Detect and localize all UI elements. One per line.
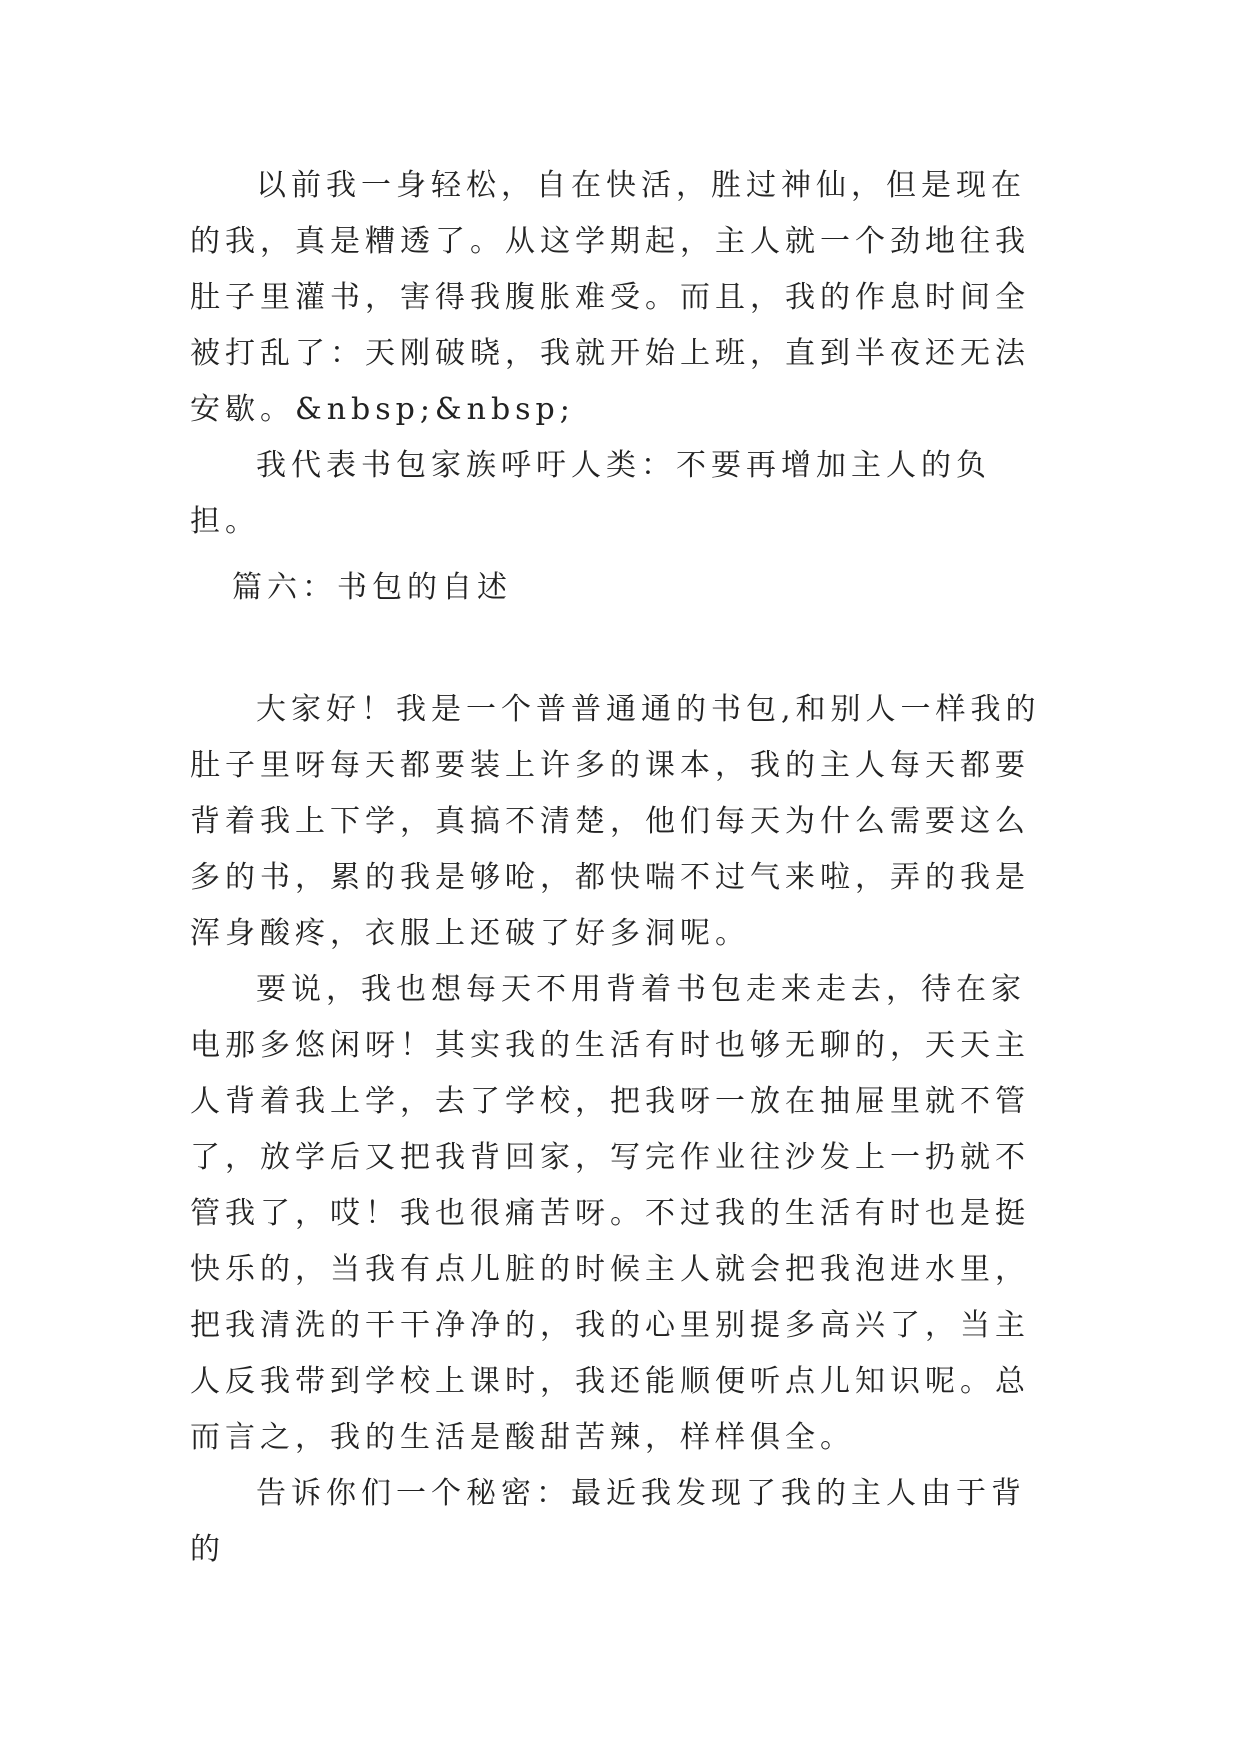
- paragraph-3: 大家好！我是一个普普通通的书包,和别人一样我的肚子里呀每天都要装上许多的课本，我的主人每天都要背着我上下学，真搞不清楚，他们每天为什么需要这么多的书，累的我是够呛，都快喘不过气来啦，弄的我是浑身酸疼，衣服上还破了好多洞呢。: [190, 692, 1041, 951]
- text-block-section-six: [190, 682, 1050, 1578]
- text-block-appeal: [190, 438, 1050, 550]
- paragraph-1: 以前我一身轻松，自在快活，胜过神仙，但是现在的我，真是糟透了。从这学期起，主人就一个劲地往我肚子里灌书，害得我腹胀难受。而且，我的作息时间全被打乱了：天刚破晓，我就开始上班，直到半夜还无法安歇。&nbsp;&nbsp;: [190, 168, 1030, 427]
- text-block-intro: [190, 158, 1050, 438]
- paragraph-4: 要说，我也想每天不用背着书包走来走去，待在家电那多悠闲呀！其实我的生活有时也够无聊的，天天主人背着我上学，去了学校，把我呀一放在抽屉里就不管了，放学后又把我背回家，写完作业往沙发上一扔就不管我了，哎！我也很痛苦呀。不过我的生活有时也是挺快乐的，当我有点儿脏的时候主人就会把我泡进水里，把我清洗的干干净净的，我的心里别提多高兴了，当主人反我带到学校上课时，我还能顺便听点儿知识呢。总而言之，我的生活是酸甜苦辣，样样俱全。: [190, 972, 1030, 1455]
- paragraph-5: 告诉你们一个秘密：最近我发现了我的主人由于背的: [190, 1476, 1026, 1567]
- section-heading: 篇六：书包的自述: [232, 570, 512, 605]
- paragraph-2: 我代表书包家族呼吁人类：不要再增加主人的负担。: [190, 448, 991, 539]
